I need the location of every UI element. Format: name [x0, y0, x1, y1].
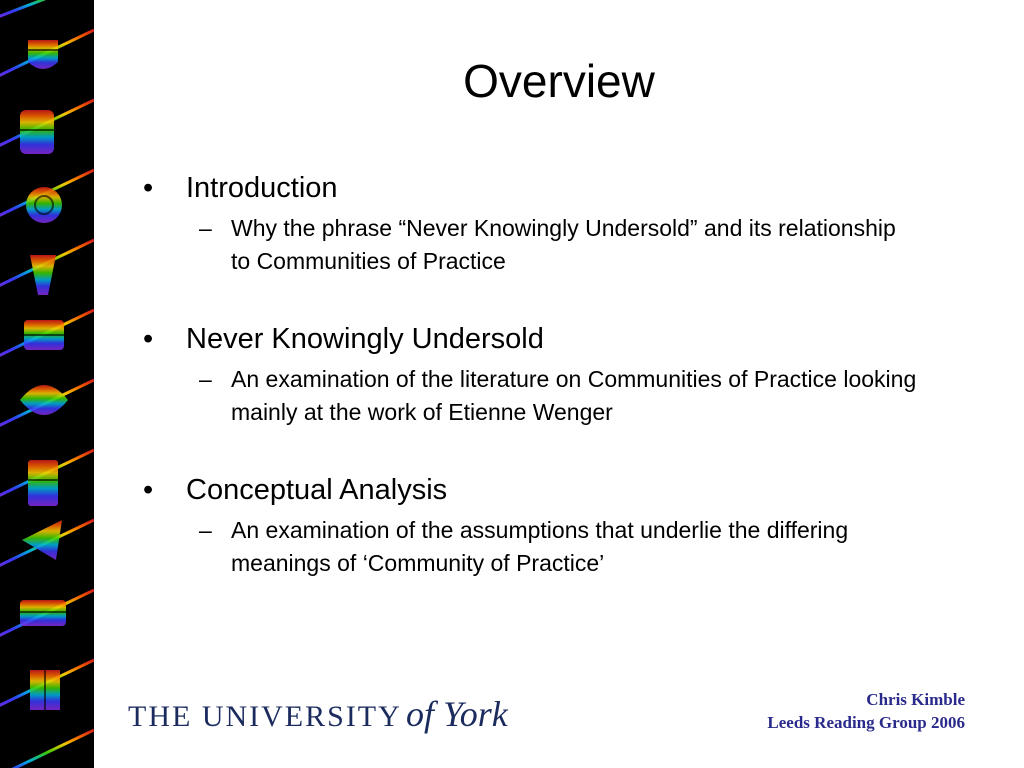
- bullet-group-conceptual-analysis: [143, 472, 943, 580]
- sub-bullet-text: An examination of the literature on Communities of Practice looking mainly at the work of Etienne Wenger: [231, 366, 917, 425]
- decorative-rainbow-banner: [0, 0, 94, 768]
- bullet-text: Introduction: [186, 172, 338, 204]
- footer-credits: [767, 688, 965, 734]
- bullet-text: Never Knowingly Undersold: [186, 323, 544, 355]
- bullet-group-introduction: [143, 170, 943, 278]
- university-logo-artwork: [128, 688, 528, 744]
- logo-main-text: THE UNIVERSITY: [128, 700, 402, 733]
- dash-icon: –: [199, 215, 212, 241]
- bullet-list: [143, 170, 943, 623]
- sub-bullet-item: [199, 363, 943, 429]
- bullet-item: [143, 170, 943, 206]
- bullet-icon: •: [143, 323, 154, 355]
- dash-icon: –: [199, 366, 212, 392]
- footer-event: Leeds Reading Group 2006: [767, 713, 965, 732]
- footer-author: Chris Kimble: [866, 690, 965, 709]
- bullet-item: [143, 472, 943, 508]
- dash-icon: –: [199, 517, 212, 543]
- slide-title: Overview: [463, 55, 655, 107]
- sub-bullet-text: An examination of the assumptions that underlie the differing meanings of ‘Community of Practice’: [231, 517, 849, 576]
- sub-bullet-item: [199, 514, 943, 580]
- bullet-item: [143, 321, 943, 357]
- sub-bullet-text: Why the phrase “Never Knowingly Undersold” and its relationship to Communities of Practice: [231, 215, 896, 274]
- bullet-text: Conceptual Analysis: [186, 474, 448, 506]
- logo-script-text: of York: [406, 694, 508, 734]
- sub-bullet-item: [199, 212, 943, 278]
- university-of-york-logo: [128, 688, 528, 744]
- bullet-icon: •: [143, 474, 154, 506]
- rainbow-crest-artwork: [0, 0, 94, 768]
- bullet-group-never-knowingly-undersold: [143, 321, 943, 429]
- bullet-icon: •: [143, 172, 154, 204]
